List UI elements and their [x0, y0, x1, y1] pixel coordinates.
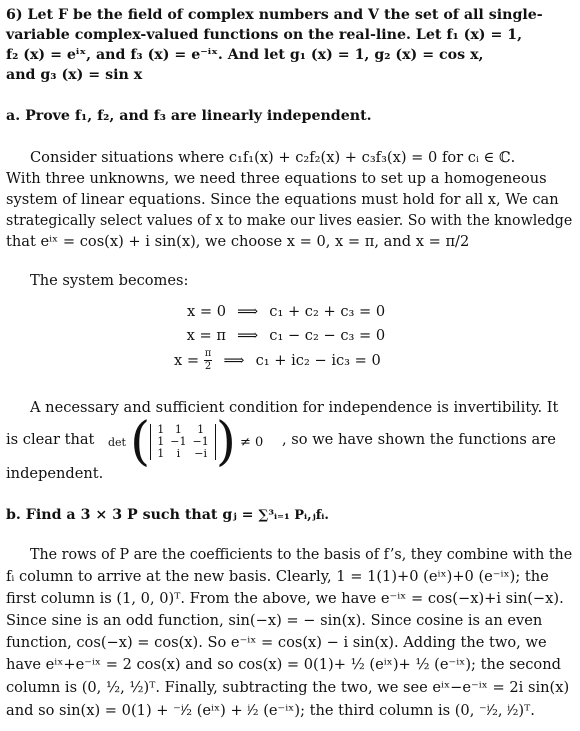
system-intro: The system becomes:: [30, 272, 189, 289]
equation-row-1: x = 0 ⟹ c₁ + c₂ + c₃ = 0: [186, 303, 386, 320]
problem-line-2: variable complex-valued functions on the real-line. Let f₁ (x) = 1,: [6, 27, 523, 43]
summation: ∑³ᵢ₌₁ Pᵢ,ⱼfᵢ.: [258, 508, 329, 523]
part-b-para-line-5: function, cos(−x) = cos(x). So e⁻ⁱˣ = cos(x) − i sin(x). Adding the two, we: [6, 634, 547, 651]
part-b-para-line-2: fᵢ column to arrive at the new basis. Clearly, 1 = 1(1)+0 (eⁱˣ)+0 (e⁻ⁱˣ); the: [6, 568, 549, 585]
det-label: det: [108, 435, 126, 449]
part-b-para-line-3: first column is (1, 0, 0)ᵀ. From the above, we have e⁻ⁱˣ = cos(−x)+i sin(−x).: [6, 590, 564, 607]
part-a-heading: a. Prove f₁, f₂, and f₃ are linearly independent.: [6, 108, 372, 124]
part-b-heading: b. Find a 3 × 3 P such that gⱼ = ∑³ᵢ₌₁ Pᵢ,ⱼfᵢ.: [6, 507, 329, 523]
part-b-para-line-6: have eⁱˣ+e⁻ⁱˣ = 2 cos(x) and so cos(x) = 0(1)+ ½ (eⁱˣ)+ ½ (e⁻ⁱˣ); the second: [6, 656, 561, 673]
right-paren: ): [215, 412, 237, 472]
part-b-para-line-1: The rows of P are the coefficients to the basis of f’s, they combine with the: [30, 546, 573, 563]
part-b-para-line-4: Since sine is an odd function, sin(−x) = − sin(x). Since cosine is an even: [6, 612, 543, 629]
matrix-bracket: [150, 424, 215, 460]
problem-line-1: 6) Let F be the field of complex numbers and V the set of all single-: [6, 7, 543, 23]
part-b-para-line-7: column is (0, ½, ½)ᵀ. Finally, subtracting the two, we see eⁱˣ−e⁻ⁱˣ = 2i sin(x): [6, 679, 570, 696]
part-a-para-line-5: that eⁱˣ = cos(x) + i sin(x), we choose x = 0, x = π, and x = π/2: [6, 233, 470, 250]
part-a-para-line-2: With three unknowns, we need three equations to set up a homogeneous: [6, 170, 547, 187]
part-a-para-line-4: strategically select values of x to make our lives easier. So with the knowledge: [6, 212, 573, 229]
part-a-para2-right: , so we have shown the functions are: [282, 431, 556, 448]
matrix: 1 1 1 1 −1 −1 1 i −i: [157, 423, 209, 460]
determinant-expression: [108, 412, 264, 472]
part-b-para-line-8: and so sin(x) = 0(1) + ⁻ⁱ⁄₂ (eⁱˣ) + ⁱ⁄₂ (e⁻ⁱˣ); the third column is (0, ⁻ⁱ⁄₂, ⁱ⁄₂)ᵀ.: [6, 702, 535, 719]
neq-zero: ≠ 0: [240, 434, 264, 450]
left-paren: (: [129, 412, 151, 472]
equation-row-2: x = π ⟹ c₁ − c₂ − c₃ = 0: [186, 327, 386, 344]
equation-row-3: x = $\frac{\pi}{2}$ ⟹ c₁ + ic₂ − ic₃ = 0: [174, 348, 381, 372]
part-a-para2-line-1: A necessary and sufficient condition for independence is invertibility. It: [30, 399, 559, 416]
pi-over-2-fraction: $\frac{\pi}{2}$: [204, 348, 212, 372]
part-a-para-line-1: Consider situations where c₁f₁(x) + c₂f₂(x) + c₃f₃(x) = 0 for cᵢ ∈ ℂ.: [30, 149, 516, 166]
problem-line-3: f₂ (x) = eⁱˣ, and f₃ (x) = e⁻ⁱˣ. And let g₁ (x) = 1, g₂ (x) = cos x,: [6, 47, 484, 63]
part-a-para2-last: independent.: [6, 465, 104, 482]
problem-line-4: and g₃ (x) = sin x: [6, 67, 143, 83]
part-a-para2-left: is clear that: [6, 431, 95, 448]
part-a-para-line-3: system of linear equations. Since the equations must hold for all x, We can: [6, 191, 559, 208]
